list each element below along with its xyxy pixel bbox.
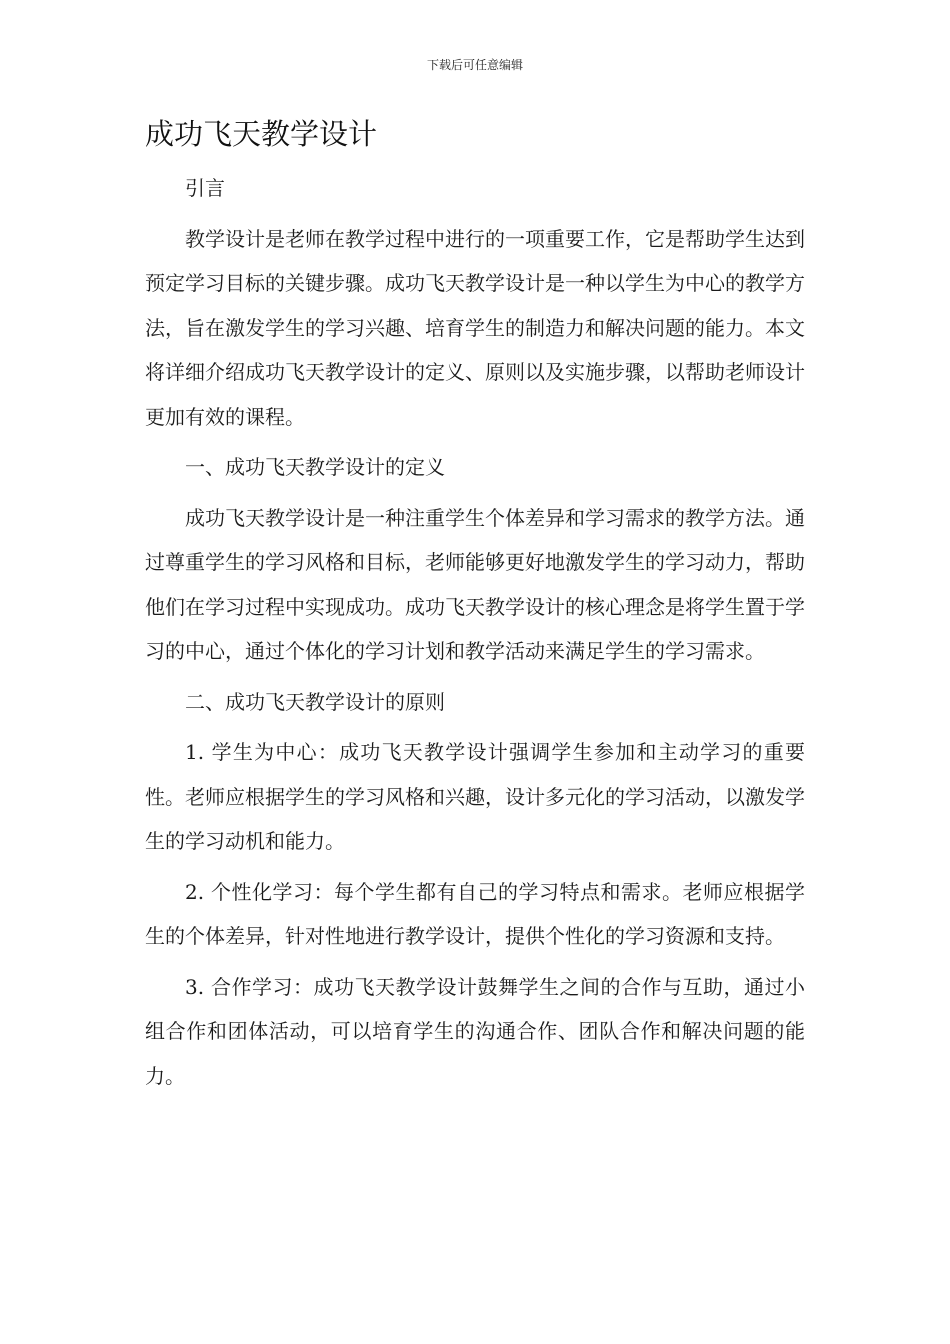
- definition-heading: 一、成功飞天教学设计的定义: [185, 455, 445, 479]
- definition-paragraph: 成功飞天教学设计是一种注重学生个体差异和学习需求的教学方法。通过尊重学生的学习风格和目标，老师能够更好地激发学生的学习动力，帮助他们在学习过程中实现成功。成功飞天教学设计的核心理念是将学生置于学习的中心，通过个体化的学习计划和教学活动来满足学生的学习需求。: [145, 505, 805, 663]
- principle-item-3: 3. 合作学习：成功飞天教学设计鼓舞学生之间的合作与互助，通过小组合作和团体活动，可以培育学生的沟通合作、团队合作和解决问题的能力。: [145, 974, 805, 1088]
- intro-paragraph: 教学设计是老师在教学过程中进行的一项重要工作，它是帮助学生达到预定学习目标的关键步骤。成功飞天教学设计是一种以学生为中心的教学方法，旨在激发学生的学习兴趣、培育学生的制造力和解决问题的能力。本文将详细介绍成功飞天教学设计的定义、原则以及实施步骤，以帮助老师设计更加有效的课程。: [145, 226, 805, 429]
- header-note: 下载后可任意编辑: [426, 58, 523, 72]
- document-body: [145, 166, 805, 1098]
- principle-item-1: 1. 学生为中心：成功飞天教学设计强调学生参加和主动学习的重要性。老师应根据学生的学习风格和兴趣，设计多元化的学习活动，以激发学生的学习动机和能力。: [145, 740, 805, 853]
- principle-item-2: 2. 个性化学习：每个学生都有自己的学习特点和需求。老师应根据学生的个体差异，针对性地进行教学设计，提供个性化的学习资源和支持。: [145, 879, 805, 948]
- principles-heading: 二、成功飞天教学设计的原则: [185, 689, 445, 714]
- intro-heading: 引言: [185, 176, 225, 200]
- document-title: 成功飞天教学设计: [145, 117, 378, 151]
